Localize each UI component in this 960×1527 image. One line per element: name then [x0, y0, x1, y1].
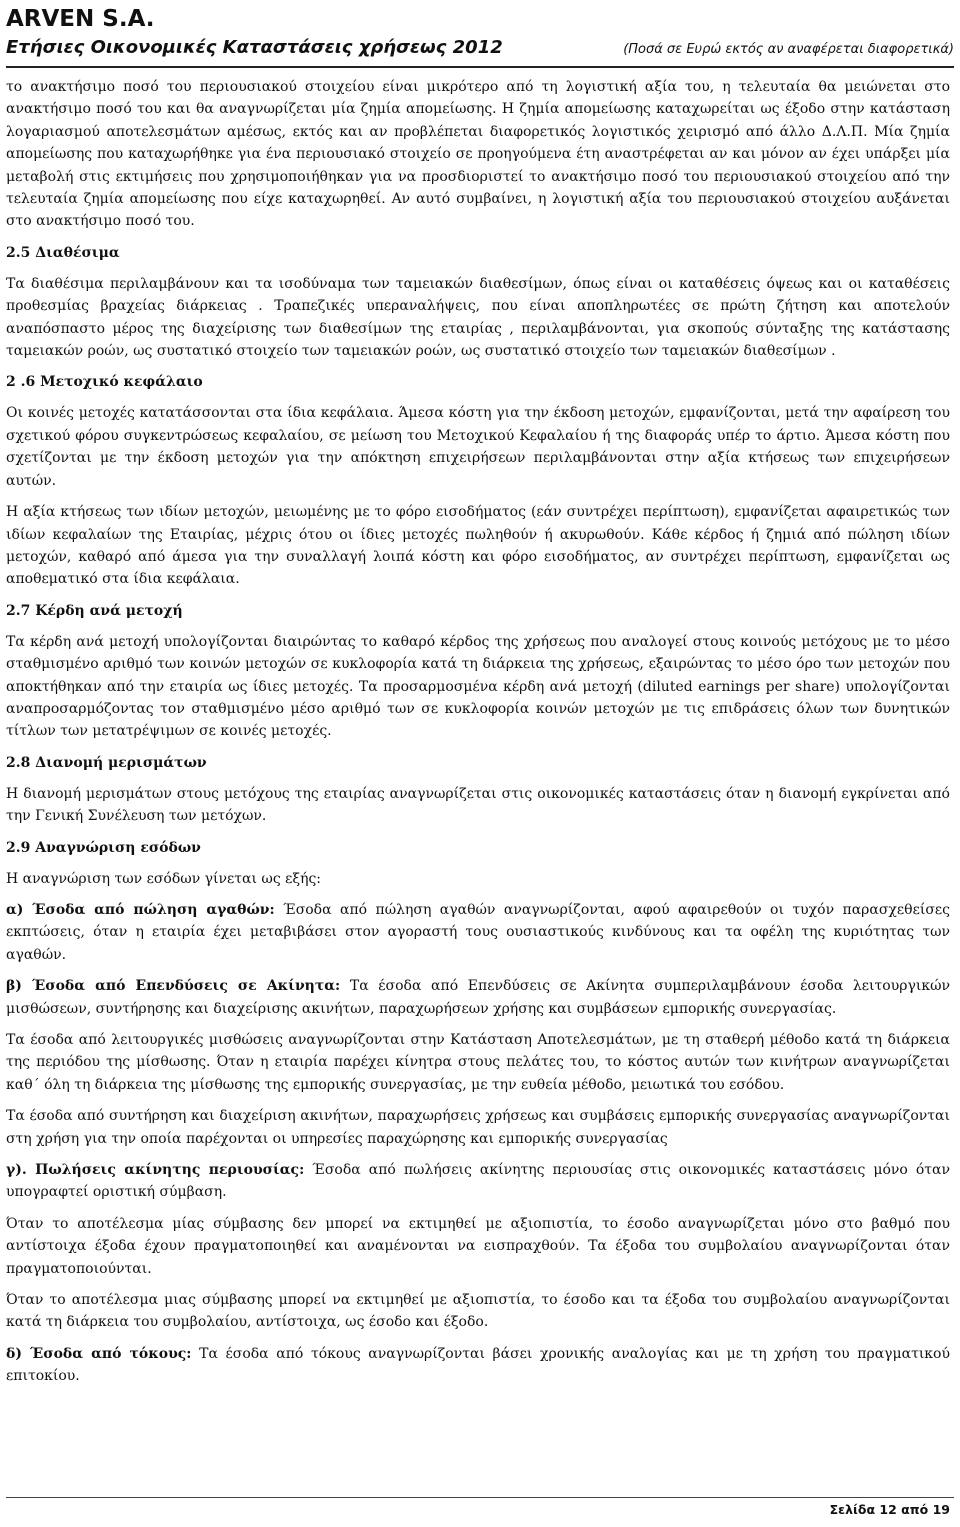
paragraph-impairment: το ανακτήσιμο ποσό του περιουσιακού στοιχείου είναι μικρότερο από τη λογιστική αξία του, η τελευταία θα μειώνεται στο ανακτήσιμο ποσό του και θα αναγνωρίζεται μία ζημία απομείωσης. Η ζημία απομείωσης καταχωρείται ως έξοδο στην κατάσταση λογαριασμού αποτελεσμάτων αμέσως, εκτός και αν προβλέπεται διαφορετικός λογιστικός χειρισμό από άλλο Δ.Λ.Π. Μία ζημία απομείωσης που καταχωρήθηκε για ένα περιουσιακό στοιχείο σε προηγούμενα έτη αναστρέφεται αν και μόνον αν έχει υπάρξει μία μεταβολή στις εκτιμήσεις που χρησιμοποιήθηκαν για να προσδιοριστεί το ανακτήσιμο ποσό του περιουσιακού στοιχείου από την τελευταία ζημία απομείωσης που είχε καταχωρηθεί. Αν αυτό συμβαίνει, η λογιστική αξία του περιουσιακού στοιχείου αυξάνεται στο ανακτήσιμο ποσό του. [6, 79, 950, 230]
paragraph-eps: Τα κέρδη ανά μετοχή υπολογίζονται διαιρώντας το καθαρό κέρδος της χρήσεως που αναλογεί στους κοινούς μετόχους με το μέσο σταθμισμένο αριθμό των κοινών μετοχών σε κυκλοφορία κατά τη διάρκεια της χρήσεως, εξαιρώντας το μέσο όρο των μετοχών που αποκτήθηκαν από την εταιρία ως ίδιες μετοχές. Τα προσαρμοσμένα κέρδη ανά μετοχή (diluted earnings per share) υπολογίζονται αναπροσαρμόζοντας τον σταθμισμένο μέσο αριθμό των σε κυκλοφορία κοινών μετοχών με τις επιδράσεις όλων των δυνητικών τίτλων των μετατρέψιμων σε κοινές μετοχές. [6, 633, 950, 740]
paragraph-property-management: Τα έσοδα από συντήρηση και διαχείριση ακινήτων, παραχωρήσεις χρήσεως και συμβάσεις εμπορικής συνεργασίας αναγνωρίζονται στη χρήση για την οποία παρέχονται οι υπηρεσίες παραχώρησης και εμπορικής συνεργασίας [6, 1108, 950, 1147]
label-interest: δ) Έσοδα από τόκους: [6, 1345, 192, 1362]
label-property: β) Έσοδα από Επενδύσεις σε Ακίνητα: [6, 978, 341, 995]
text-goods: Έσοδα από πώληση αγαθών αναγνωρίζονται, αφού αφαιρεθούν οι τυχόν παρασχεθείσες εκπτώσεις, όταν η εταιρία έχει μεταβιβάσει στον αγοραστή τους ουσιαστικούς κινδύνους και τα οφέλη της κυριότητας των αγαθών. [6, 901, 950, 963]
currency-note: (Ποσά σε Ευρώ εκτός αν αναφέρεται διαφορετικά) [623, 42, 954, 57]
company-name: ARVEN S.A. [6, 6, 155, 32]
report-title: Ετήσιες Οικονομικές Καταστάσεις χρήσεως 2012 [6, 37, 503, 58]
text-interest: Τα έσοδα από τόκους αναγνωρίζονται βάσει χρονικής αναλογίας και με τη χρήση του πραγματικού επιτοκίου. [6, 1345, 950, 1385]
paragraph-contract-unreliable: Όταν το αποτέλεσμα μίας σύμβασης δεν μπορεί να εκτιμηθεί με αξιοπιστία, το έσοδο αναγνωρίζεται μόνο στο βαθμό που αντίστοιχα έξοδα έχουν πραγματοποιηθεί και αναμένονται να εισπραχθούν. Τα έξοδα του συμβολαίου αναγνωρίζονται όταν πραγματοποιούνται. [6, 1215, 950, 1277]
label-property-sales: γ). Πωλήσεις ακίνητης περιουσίας: [6, 1162, 305, 1179]
document-body [6, 76, 950, 1397]
page-header [6, 6, 954, 62]
text-property-sales: Έσοδα από πωλήσεις ακίνητης περιουσίας στις οικονομικές καταστάσεις μόνο όταν υπογραφτεί οριστική σύμβαση. [6, 1162, 950, 1201]
heading-eps: 2.7 Κέρδη ανά μετοχή [6, 602, 183, 619]
paragraph-revenue-property [6, 975, 950, 1020]
label-goods: α) Έσοδα από πώληση αγαθών: [6, 901, 275, 918]
paragraph-revenue-goods [6, 899, 950, 966]
paragraph-share-capital-2: Η αξία κτήσεως των ιδίων μετοχών, μειωμένης με το φόρο εισοδήματος (εάν συντρέχει περίπτωση), εμφανίζεται αφαιρετικώς των ιδίων κεφαλαίων της Εταιρίας, μέχρις ότου οι ίδιες μετοχές πωληθούν ή ακυρωθούν. Κάθε κέρδος ή ζημιά από πώληση ιδίων μετοχών, καθαρό από άμεσα για την συναλλαγή λοιπά κόστη και φόρο εισοδήματος, αν συντρέχει περίπτωση, εμφανίζεται ως αποθεματικό στα ίδια κεφάλαια. [6, 504, 950, 588]
paragraph-property-sales [6, 1159, 950, 1204]
paragraph-operating-leases: Τα έσοδα από λειτουργικές μισθώσεις αναγνωρίζονται στην Κατάσταση Αποτελεσμάτων, με τη σταθερή μέθοδο κατά τη διάρκεια της περιόδου της μίσθωσης. Όταν η εταιρία παρέχει κίνητρα στους πελάτες του, το κόστος αυτών των κινήτρων αναγνωρίζεται καθ΄ όλη τη διάρκεια της μίσθωσης της εμπορικής συνεργασίας, με την ευθεία μέθοδο, μειωτικά του εσόδου. [6, 1032, 950, 1093]
paragraph-revenue-intro: Η αναγνώριση των εσόδων γίνεται ως εξής: [6, 870, 322, 887]
header-divider [6, 66, 954, 68]
paragraph-contract-reliable: Όταν το αποτέλεσμα μιας σύμβασης μπορεί να εκτιμηθεί με αξιοπιστία, το έσοδο και τα έξοδα του συμβολαίου αναγνωρίζονται κατά τη διάρκεια του συμβολαίου, αντίστοιχα, ως έσοδο και έξοδο. [6, 1292, 950, 1331]
footer-divider [6, 1497, 954, 1498]
paragraph-interest [6, 1343, 950, 1388]
heading-revenue: 2.9 Αναγνώριση εσόδων [6, 839, 201, 856]
paragraph-share-capital-1: Οι κοινές μετοχές κατατάσσονται στα ίδια κεφάλαια. Άμεσα κόστη για την έκδοση μετοχών, εμφανίζονται, μετά την αφαίρεση του σχετικού φόρου συγκεντρώσεως κεφαλαίου, σε μείωση του Μετοχικού Κεφαλαίου ή της διαφοράς υπέρ το άρτιο. Άμεσα κόστη που σχετίζονται με την έκδοση μετοχών για την απόκτηση επιχειρήσεων περιλαμβάνονται στην αξία κτήσεως των επιχειρήσεων αυτών. [6, 405, 950, 489]
heading-cash: 2.5 Διαθέσιμα [6, 244, 120, 261]
text-property: Τα έσοδα από Επενδύσεις σε Ακίνητα συμπεριλαμβάνουν έσοδα λειτουργικών μισθώσεων, συντήρησης και διαχείρισης ακινήτων, παραχωρήσεων χρήσης και συμβάσεων εμπορικής συνεργασίας. [6, 978, 950, 1017]
paragraph-cash: Τα διαθέσιμα περιλαμβάνουν και τα ισοδύναμα των ταμειακών διαθεσίμων, όπως είναι οι καταθέσεις όψεως και οι καταθέσεις προθεσμίας βραχείας διάρκειας . Τραπεζικές υπεραναλήψεις, που είναι αποπληρωτέες σε πρώτη ζήτηση και αποτελούν αναπόσπαστο μέρος της διαχείρισης των διαθεσίμων της εταιρίας , περιλαμβάνονται, για σκοπούς σύνταξης της κατάστασης ταμειακών ροών, ως συστατικό στοιχείο των ταμειακών ροών, ως συστατικό στοιχείο των ταμειακών διαθεσίμων . [6, 275, 950, 360]
heading-dividends: 2.8 Διανομή μερισμάτων [6, 754, 207, 771]
heading-share-capital: 2 .6 Μετοχικό κεφάλαιο [6, 374, 203, 391]
page-number: Σελίδα 12 από 19 [829, 1502, 950, 1517]
paragraph-dividends: Η διανομή μερισμάτων στους μετόχους της εταιρίας αναγνωρίζεται στις οικονομικές καταστάσεις όταν η διανομή εγκρίνεται από την Γενική Συνέλευση των μετόχων. [6, 785, 950, 825]
